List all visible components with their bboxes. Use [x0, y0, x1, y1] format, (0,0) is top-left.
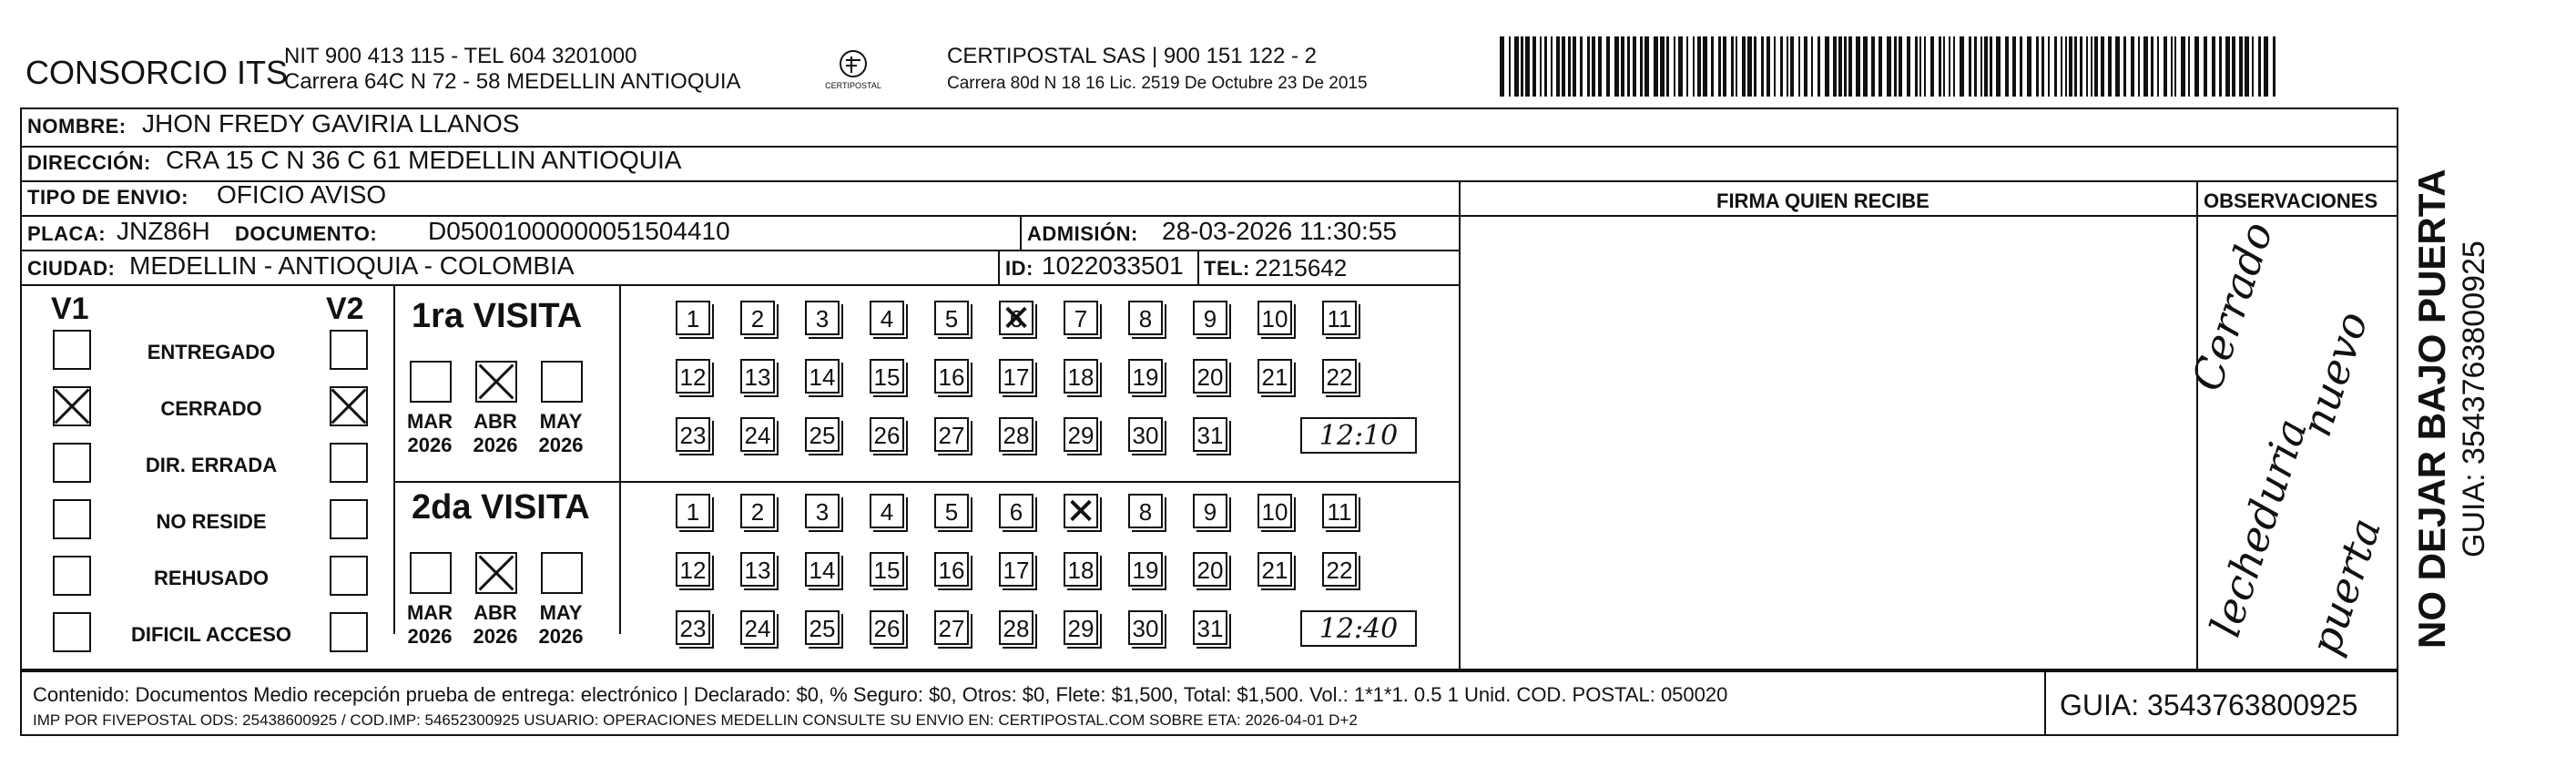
courier-line1: CERTIPOSTAL SAS | 900 151 122 - 2 — [947, 44, 1317, 68]
visit1-day-13[interactable]: 13 — [740, 359, 775, 394]
barcode-bar — [1838, 36, 1842, 97]
barcode-bar — [1761, 36, 1764, 97]
visit2-day-23[interactable]: 23 — [676, 610, 710, 645]
v1-checkbox-2[interactable] — [53, 443, 91, 483]
visit1-day-25[interactable]: 25 — [805, 417, 840, 452]
barcode-bar — [2157, 36, 2159, 97]
barcode-bar — [1924, 36, 1926, 97]
v1-header: V1 — [51, 291, 89, 326]
barcode-bar — [2061, 36, 2062, 97]
barcode-bar — [1718, 36, 1721, 97]
visit1-day-31[interactable]: 31 — [1193, 417, 1227, 452]
barcode-bar — [1521, 36, 1523, 97]
barcode-bar — [1703, 36, 1707, 97]
v2-checkbox-0[interactable] — [330, 330, 368, 370]
visit1-day-27[interactable]: 27 — [934, 417, 969, 452]
visit2-day-7[interactable] — [1064, 494, 1098, 528]
barcode-bar — [1817, 36, 1820, 97]
visit1-day-7[interactable]: 7 — [1064, 301, 1098, 335]
v2-checkbox-3[interactable] — [330, 499, 368, 539]
visit1-month-name-2: MAY — [539, 410, 583, 433]
barcode-bar — [1856, 36, 1860, 97]
id-label: ID: — [1005, 257, 1033, 280]
barcode-bar — [2245, 36, 2249, 97]
ciudad-label: CIUDAD: — [27, 257, 116, 280]
visit1-day-16[interactable]: 16 — [934, 359, 969, 394]
barcode-bar — [2101, 36, 2104, 97]
barcode-bar — [2151, 36, 2153, 97]
barcode-bar — [1532, 36, 1536, 97]
barcode-bar — [2054, 36, 2057, 97]
barcode-bar — [1848, 36, 1852, 97]
barcode-bar — [1598, 36, 1602, 97]
status-label-3: NO RESIDE — [156, 510, 267, 533]
v1-checkbox-0[interactable] — [53, 330, 91, 370]
visit1-day-2[interactable]: 2 — [740, 301, 775, 335]
barcode-bar — [1606, 36, 1610, 97]
visit2-day-2[interactable]: 2 — [740, 494, 775, 528]
barcode-bar — [2212, 36, 2215, 97]
barcode-bar — [2171, 36, 2173, 97]
barcode-bar — [1568, 36, 1571, 97]
barcode-bar — [1544, 36, 1547, 97]
visit2-day-27[interactable]: 27 — [934, 610, 969, 645]
visit2-day-16[interactable]: 16 — [934, 552, 969, 587]
barcode-bar — [2094, 36, 2098, 97]
barcode-bar — [1633, 36, 1636, 97]
barcode-bar — [1774, 36, 1776, 97]
visit2-day-29[interactable]: 29 — [1064, 610, 1098, 645]
barcode-bar — [2174, 36, 2176, 97]
visit1-day-15[interactable]: 15 — [870, 359, 904, 394]
visit1-day-22[interactable]: 22 — [1322, 359, 1357, 394]
visit1-day-12[interactable]: 12 — [676, 359, 710, 394]
barcode-bar — [2041, 36, 2044, 97]
barcode-bar — [2138, 36, 2140, 97]
barcode-bar — [1894, 36, 1897, 97]
placa-value: JNZ86H — [117, 217, 210, 245]
visit1-month-year-0: 2026 — [407, 434, 453, 456]
documento-label: DOCUMENTO: — [235, 222, 378, 245]
barcode-bar — [2258, 36, 2261, 97]
barcode-bar — [1844, 36, 1847, 97]
side-guia: GUIA: 3543763800925 — [2457, 240, 2491, 557]
barcode-bar — [1833, 36, 1837, 97]
side-no-dejar: NO DEJAR BAJO PUERTA — [2410, 169, 2453, 649]
barcode-bar — [1960, 36, 1964, 97]
visit1-day-14[interactable]: 14 — [805, 359, 840, 394]
barcode-bar — [2252, 36, 2254, 97]
barcode-bar — [1736, 36, 1737, 97]
barcode-bar — [2069, 36, 2072, 97]
barcode-bar — [1614, 36, 1619, 97]
obs-handwriting-2: nuevo — [2291, 305, 2377, 443]
barcode-bar — [1551, 36, 1553, 97]
status-label-5: DIFICIL ACCESO — [130, 623, 291, 646]
barcode-bar — [2219, 36, 2222, 97]
visit2-day-24[interactable]: 24 — [740, 610, 775, 645]
barcode-bar — [1697, 36, 1701, 97]
visit2-time[interactable]: 12:40 — [1300, 610, 1417, 647]
visit2-month-name-1: ABR — [473, 601, 517, 624]
barcode-bar — [1787, 36, 1788, 97]
barcode-bar — [1939, 36, 1941, 97]
placa-label: PLACA: — [27, 222, 107, 245]
barcode-bar — [2027, 36, 2031, 97]
visit1-day-17[interactable]: 17 — [999, 359, 1033, 394]
visit1-day-19[interactable]: 19 — [1128, 359, 1163, 394]
visit2-day-15[interactable]: 15 — [870, 552, 904, 587]
visit2-day-4[interactable]: 4 — [870, 494, 904, 528]
barcode-bar — [1879, 36, 1882, 97]
admision-value: 28-03-2026 11:30:55 — [1162, 217, 1397, 245]
barcode-bar — [1990, 36, 1992, 97]
barcode-bar — [2091, 36, 2092, 97]
barcode-bar — [2264, 36, 2268, 97]
ciudad-value: MEDELLIN - ANTIOQUIA - COLOMBIA — [129, 251, 575, 280]
nombre-value: JHON FREDY GAVIRIA LLANOS — [142, 109, 520, 138]
barcode-bar — [1644, 36, 1649, 97]
barcode-bar — [1804, 36, 1807, 97]
visit1-day-1[interactable]: 1 — [676, 301, 710, 335]
footer-imp: IMP POR FIVEPOSTAL ODS: 25438600925 / COD.IMP: 54652300925 USUARIO: OPERACIONES MEDELLIN CONSULTE SU ENVIO EN: CERTIPOSTAL.COM SOBRE ETA: 2026-04-01 D+2 — [33, 711, 1358, 729]
obs-handwriting-4: puerta — [2300, 512, 2391, 661]
barcode-bar — [1969, 36, 1971, 97]
barcode-bar — [1573, 36, 1576, 97]
visit2-month-name-2: MAY — [539, 601, 583, 624]
visit2-month-box-1[interactable] — [475, 552, 517, 594]
barcode-bar — [2086, 36, 2088, 97]
barcode-bar — [2194, 36, 2199, 97]
visit2-day-10[interactable]: 10 — [1257, 494, 1292, 528]
barcode-bar — [1798, 36, 1800, 97]
visit1-day-23[interactable]: 23 — [676, 417, 710, 452]
status-label-4: REHUSADO — [154, 567, 269, 589]
visit2-day-1[interactable]: 1 — [676, 494, 710, 528]
barcode-bar — [1825, 36, 1829, 97]
barcode-bar — [1919, 36, 1921, 97]
company-address: Carrera 64C N 72 - 58 MEDELLIN ANTIOQUIA — [284, 69, 741, 94]
visit2-day-13[interactable]: 13 — [740, 552, 775, 587]
visit2-day-6[interactable]: 6 — [999, 494, 1033, 528]
barcode-bar — [2065, 36, 2067, 97]
barcode-bar — [1907, 36, 1910, 97]
barcode-bar — [2005, 36, 2009, 97]
status-label-1: CERRADO — [160, 397, 262, 420]
visit2-day-20[interactable]: 20 — [1193, 552, 1227, 587]
barcode-bar — [1562, 36, 1565, 97]
barcode-bar — [1500, 36, 1504, 97]
visit1-time[interactable]: 12:10 — [1300, 417, 1417, 454]
barcode-bar — [1621, 36, 1624, 97]
barcode-bar — [1660, 36, 1665, 97]
visit2-day-28[interactable]: 28 — [999, 610, 1033, 645]
v1-checkbox-1[interactable] — [53, 386, 91, 426]
barcode-bar — [2074, 36, 2077, 97]
barcode-bar — [1509, 36, 1511, 97]
v1-checkbox-3[interactable] — [53, 499, 91, 539]
visit2-day-31[interactable]: 31 — [1193, 610, 1227, 645]
v1-checkbox-5[interactable] — [53, 612, 91, 652]
v1-checkbox-4[interactable] — [53, 556, 91, 596]
barcode-bar — [1871, 36, 1875, 97]
barcode-bar — [2239, 36, 2243, 97]
visit2-month-box-0[interactable] — [410, 552, 452, 594]
barcode-bar — [1930, 36, 1934, 97]
barcode-bar — [2225, 36, 2230, 97]
visit2-day-30[interactable]: 30 — [1128, 610, 1163, 645]
visit2-month-year-2: 2026 — [538, 625, 584, 648]
visit1-title: 1ra VISITA — [412, 297, 583, 335]
v2-checkbox-1[interactable] — [330, 386, 368, 426]
visit2-day-26[interactable]: 26 — [870, 610, 904, 645]
visit2-day-22[interactable]: 22 — [1322, 552, 1357, 587]
barcode-bar — [1943, 36, 1945, 97]
barcode-bar — [2012, 36, 2016, 97]
direccion-value: CRA 15 C N 36 C 61 MEDELLIN ANTIOQUIA — [166, 146, 682, 174]
footer-guia: GUIA: 3543763800925 — [2060, 689, 2358, 721]
observaciones-label: OBSERVACIONES — [2204, 189, 2378, 212]
visit2-month-box-2[interactable] — [541, 552, 583, 594]
visit1-month-year-1: 2026 — [473, 434, 518, 456]
footer-contenido: Contenido: Documentos Medio recepción prueba de entrega: electrónico | Declarado: $0, % Seguro: $0, Otros: $0, Flete: $1,500, Total: $1,500. Vol.: 1*1*1. 0.5 1 Unid. COD. POSTAL: 050020 — [33, 683, 1728, 706]
status-label-2: DIR. ERRADA — [145, 454, 278, 476]
tel-label: TEL: — [1204, 257, 1250, 280]
v2-checkbox-5[interactable] — [330, 612, 368, 652]
status-label-0: ENTREGADO — [147, 341, 276, 363]
barcode-bar — [2048, 36, 2050, 97]
visit1-day-6[interactable]: ✕ 6 — [999, 301, 1033, 335]
barcode-bar — [1980, 36, 1982, 97]
barcode-bar — [1723, 36, 1726, 97]
barcode — [1498, 36, 2281, 98]
barcode-bar — [1887, 36, 1891, 97]
barcode-bar — [1540, 36, 1542, 97]
barcode-bar — [2232, 36, 2235, 97]
documento-value: D05001000000051504410 — [428, 217, 730, 245]
barcode-bar — [1949, 36, 1950, 97]
barcode-bar — [1627, 36, 1630, 97]
barcode-bar — [1580, 36, 1583, 97]
barcode-bar — [1953, 36, 1955, 97]
visit2-day-17[interactable]: 17 — [999, 552, 1033, 587]
barcode-bar — [1742, 36, 1746, 97]
visit1-day-30[interactable]: 30 — [1128, 417, 1163, 452]
barcode-bar — [1767, 36, 1770, 97]
visit1-month-box-1[interactable] — [475, 361, 517, 403]
barcode-bar — [1693, 36, 1695, 97]
barcode-bar — [1514, 36, 1519, 97]
visit2-month-name-0: MAR — [406, 601, 453, 624]
barcode-bar — [2164, 36, 2167, 97]
visit2-day-18[interactable]: 18 — [1064, 552, 1098, 587]
visit1-day-20[interactable]: 20 — [1193, 359, 1227, 394]
visit1-day-28[interactable]: 28 — [999, 417, 1033, 452]
barcode-bar — [2080, 36, 2082, 97]
visit2-day-19[interactable]: 19 — [1128, 552, 1163, 587]
barcode-bar — [2036, 36, 2039, 97]
visit1-month-box-2[interactable] — [541, 361, 583, 403]
barcode-bar — [1984, 36, 1988, 97]
barcode-bar — [2131, 36, 2134, 97]
barcode-bar — [1686, 36, 1688, 97]
barcode-bar — [1674, 36, 1675, 97]
visit2-day-14[interactable]: 14 — [805, 552, 840, 587]
barcode-bar — [2204, 36, 2207, 97]
visit1-month-name-0: MAR — [406, 410, 453, 433]
barcode-bar — [1863, 36, 1868, 97]
visit1-day-18[interactable]: 18 — [1064, 359, 1098, 394]
visit2-month-year-0: 2026 — [407, 625, 453, 648]
visit1-day-5[interactable]: 5 — [934, 301, 969, 335]
barcode-bar — [1974, 36, 1977, 97]
visit1-day-21[interactable]: 21 — [1257, 359, 1292, 394]
barcode-bar — [1666, 36, 1669, 97]
visit1-day-10[interactable]: 10 — [1257, 301, 1292, 335]
barcode-bar — [2115, 36, 2120, 97]
barcode-bar — [1790, 36, 1794, 97]
barcode-bar — [1780, 36, 1783, 97]
barcode-bar — [1731, 36, 1734, 97]
firma-label: FIRMA QUIEN RECIBE — [1716, 189, 1929, 212]
visit1-month-year-2: 2026 — [538, 434, 584, 456]
visit2-day-25[interactable]: 25 — [805, 610, 840, 645]
visit1-day-26[interactable]: 26 — [870, 417, 904, 452]
tipo-label: TIPO DE ENVIO: — [27, 186, 188, 209]
v2-checkbox-2[interactable] — [330, 443, 368, 483]
tel-value: 2215642 — [1255, 254, 1348, 281]
barcode-bar — [1592, 36, 1595, 97]
visit2-day-3[interactable]: 3 — [805, 494, 840, 528]
barcode-bar — [2143, 36, 2148, 97]
barcode-bar — [1996, 36, 2001, 97]
barcode-bar — [1678, 36, 1683, 97]
visit1-day-8[interactable]: 8 — [1128, 301, 1163, 335]
company-nit: NIT 900 413 115 - TEL 604 3201000 — [284, 44, 637, 68]
visit1-day-24[interactable]: 24 — [740, 417, 775, 452]
barcode-bar — [1811, 36, 1813, 97]
visit2-day-12[interactable]: 12 — [676, 552, 710, 587]
barcode-bar — [2108, 36, 2112, 97]
barcode-bar — [1587, 36, 1590, 97]
barcode-bar — [2020, 36, 2022, 97]
barcode-bar — [1640, 36, 1643, 97]
barcode-bar — [2123, 36, 2126, 97]
barcode-bar — [1556, 36, 1560, 97]
barcode-bar — [2273, 36, 2276, 97]
visit2-day-8[interactable]: 8 — [1128, 494, 1163, 528]
obs-handwriting-3: lecheduria — [2200, 413, 2317, 643]
visit2-day-11[interactable]: 11 — [1322, 494, 1357, 528]
visit1-month-name-1: ABR — [473, 410, 517, 433]
barcode-bar — [1747, 36, 1752, 97]
nombre-label: NOMBRE: — [27, 115, 127, 138]
logo-text: CERTIPOSTAL — [825, 81, 881, 90]
visit2-day-9[interactable]: 9 — [1193, 494, 1227, 528]
visit1-day-3[interactable]: 3 — [805, 301, 840, 335]
barcode-bar — [1899, 36, 1902, 97]
certipostal-logo — [821, 44, 885, 98]
barcode-bar — [1654, 36, 1658, 97]
barcode-bar — [1915, 36, 1918, 97]
direccion-label: DIRECCIÓN: — [27, 151, 151, 174]
tipo-value: OFICIO AVISO — [217, 180, 387, 209]
visit1-month-box-0[interactable] — [410, 361, 452, 403]
visit1-day-29[interactable]: 29 — [1064, 417, 1098, 452]
barcode-bar — [2181, 36, 2185, 97]
visit2-title: 2da VISITA — [412, 488, 590, 527]
barcode-bar — [2188, 36, 2190, 97]
id-value: 1022033501 — [1042, 251, 1184, 280]
visit2-month-year-1: 2026 — [473, 625, 518, 648]
visit1-day-11[interactable]: 11 — [1322, 301, 1357, 335]
visit2-day-21[interactable]: 21 — [1257, 552, 1292, 587]
courier-line2: Carrera 80d N 18 16 Lic. 2519 De Octubre 23 De 2015 — [947, 74, 1368, 93]
visit1-day-4[interactable]: 4 — [870, 301, 904, 335]
barcode-bar — [1525, 36, 1530, 97]
visit1-day-9[interactable]: 9 — [1193, 301, 1227, 335]
v2-checkbox-4[interactable] — [330, 556, 368, 596]
barcode-bar — [1711, 36, 1714, 97]
admision-label: ADMISIÓN: — [1027, 222, 1138, 245]
barcode-bar — [1754, 36, 1756, 97]
visit2-day-5[interactable]: 5 — [934, 494, 969, 528]
obs-handwriting-1: Cerrado — [2182, 216, 2283, 397]
v2-header: V2 — [326, 291, 364, 326]
company-name: CONSORCIO ITS — [25, 54, 289, 91]
